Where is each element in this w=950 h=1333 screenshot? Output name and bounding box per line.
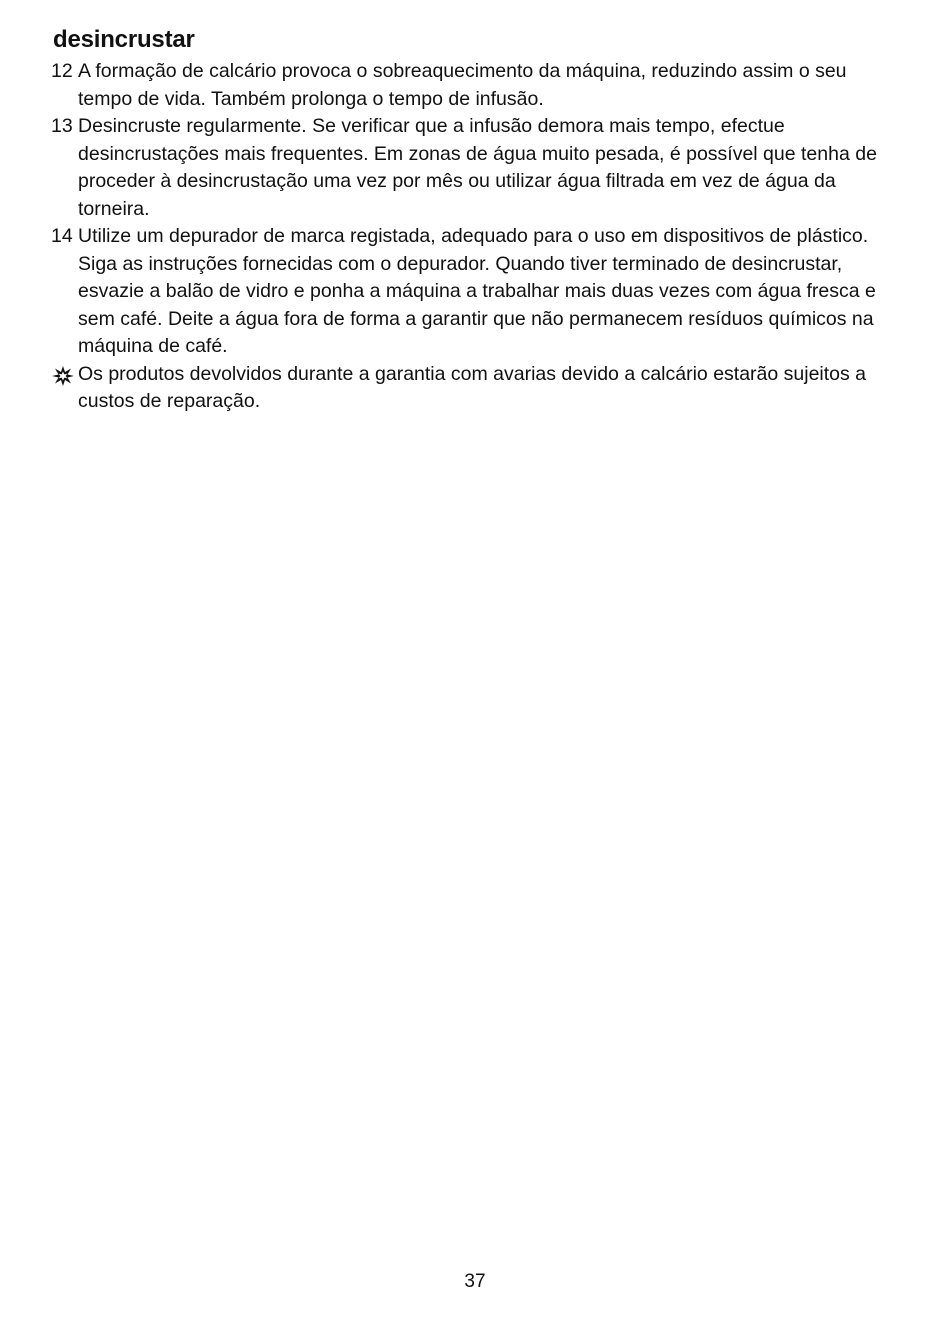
list-item xyxy=(51,58,891,113)
section-heading: desincrustar xyxy=(53,26,195,53)
instruction-list xyxy=(51,58,891,416)
item-number: 12 xyxy=(51,60,73,82)
item-text: Desincruste regularmente. Se verificar que a infusão demora mais tempo, efectue desincrustações mais frequentes. Em zonas de água muito pesada, é possível que tenha de proceder à desincrustação uma vez por mês ou utilizar água filtrada em vez de água da torneira. xyxy=(78,115,877,220)
item-number: 13 xyxy=(51,115,73,137)
note-text: Os produtos devolvidos durante a garantia com avarias devido a calcário estarão sujeitos a custos de reparação. xyxy=(78,362,867,412)
starburst-icon xyxy=(51,361,78,386)
item-text: A formação de calcário provoca o sobreaquecimento da máquina, reduzindo assim o seu tempo de vida. Também prolonga o tempo de infusão. xyxy=(78,60,847,110)
list-item xyxy=(51,223,891,361)
item-number: 14 xyxy=(51,225,73,247)
item-text: Utilize um depurador de marca registada, adequado para o uso em dispositivos de plástico. Siga as instruções fornecidas com o depurador. Quando tiver terminado de desincrustar, esvazie a balão de vidro e ponha a máquina a trabalhar mais duas vezes com água fresca e sem café. Deite a água fora de forma a garantir que não permanecem resíduos químicos na máquina de café. xyxy=(78,225,876,357)
warning-note xyxy=(51,361,891,416)
page-number: 37 xyxy=(464,1271,486,1292)
list-item xyxy=(51,113,891,223)
